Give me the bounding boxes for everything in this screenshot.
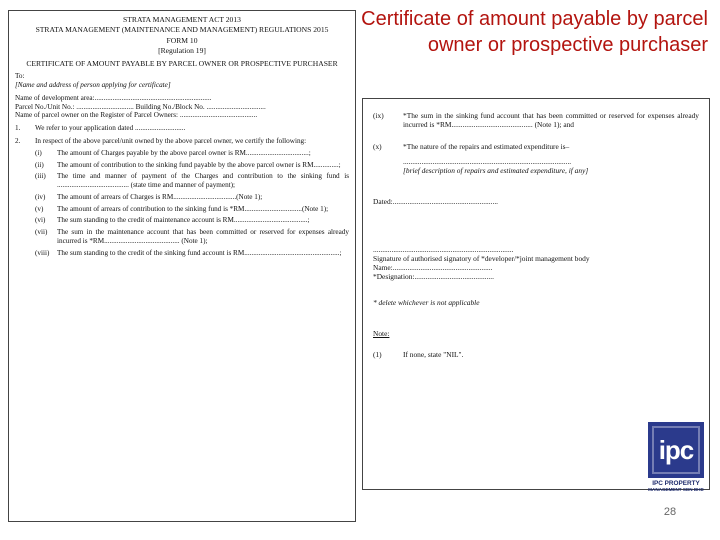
subitem <box>35 249 349 258</box>
note-heading: Note: <box>373 328 390 338</box>
subitem-number: (viii) <box>35 248 50 257</box>
act-title: STRATA MANAGEMENT ACT 2013 <box>123 15 241 24</box>
item-x-number: (x) <box>373 141 382 151</box>
subitem-text: The amount of contribution to the sinking fund payable by the above parcel owner is RM..............; <box>57 160 341 169</box>
signature-label: Signature of authorised signatory of *developer/*joint management body <box>373 253 590 263</box>
subitem <box>35 149 349 158</box>
subitem-text: The sum standing to the credit of maintenance account is RM.........................................; <box>57 216 310 225</box>
note-1-text: If none, state "NIL". <box>403 350 464 359</box>
slide-title: Certificate of amount payable by parcel owner or prospective purchaser <box>361 8 708 56</box>
page-number: 28 <box>663 506 677 518</box>
subitem-text: The sum in the maintenance account that has been committed or reserved for expenses already incurred is *RM.......................................... (Note 1); <box>57 228 349 245</box>
regulations-title: STRATA MANAGEMENT (MAINTENANCE AND MANAGEMENT) REGULATIONS 2015 <box>35 25 329 35</box>
subitem-number: (vii) <box>35 228 48 237</box>
repairs-dots: ........................................................................................... <box>403 156 572 166</box>
ipc-logo-mark: ipc <box>648 422 704 478</box>
parcel-number-field: Parcel No./Unit No.: ................................ Building No./Block No. ................................. <box>15 102 266 111</box>
subitem-text: The time and manner of payment of the Charges and contribution to the sinking fund is ........................................ (state time and manner of payment); <box>57 172 349 190</box>
item-1-number: 1. <box>15 124 21 133</box>
form-page-left <box>8 10 356 522</box>
subitem-number: (iii) <box>35 172 46 181</box>
certificate-title: CERTIFICATE OF AMOUNT PAYABLE BY PARCEL OWNER OR PROSPECTIVE PURCHASER <box>26 59 338 68</box>
ipc-logo <box>646 422 706 494</box>
to-detail: [Name and address of person applying for certificate] <box>15 81 171 90</box>
note-1-number: (1) <box>373 350 382 359</box>
dated-field: Dated:......................................................... <box>373 197 499 207</box>
owner-register-field: Name of parcel owner on the Register of Parcel Owners: ........................................... <box>15 111 258 120</box>
subitem <box>35 228 349 246</box>
subitem <box>35 205 349 214</box>
subitem-text: The amount of arrears of Charges is RM...................................(Note 1); <box>57 192 263 201</box>
signature-line: ............................................................................ <box>373 244 514 254</box>
item-ix <box>373 111 699 130</box>
subitem <box>35 161 349 170</box>
regulation-ref: [Regulation 19] <box>158 45 206 55</box>
item-2-number: 2. <box>15 136 21 145</box>
name-field: Name:...................................................... <box>373 263 493 272</box>
subitem-text: The amount of Charges payable by the above parcel owner is RM...................................; <box>57 148 311 157</box>
development-area-field: Name of development area:................................................................. <box>15 93 212 102</box>
item-ix-text: *The sum in the sinking fund account that has been committed or reserved for expenses already incurred is *RM............................................ (Note 1); and <box>403 111 699 130</box>
subitem-number: (vi) <box>35 216 46 225</box>
ipc-logo-name: IPC PROPERTY <box>652 480 700 487</box>
delete-note: * delete whichever is not applicable <box>373 297 480 307</box>
subitem <box>35 216 349 225</box>
form-number: FORM 10 <box>166 35 198 45</box>
designation-field: *Designation:........................................... <box>373 272 494 282</box>
item-x-text: *The nature of the repairs and estimated expenditure is– <box>403 141 570 151</box>
subitem-number: (v) <box>35 204 44 213</box>
item-2-text: In respect of the above parcel/unit owned by the above parcel owner, we certify the following: <box>35 136 307 145</box>
item-x <box>373 142 699 151</box>
repairs-detail: [brief description of repairs and estimated expenditure, if any] <box>403 166 589 175</box>
subitem <box>35 193 349 202</box>
to-label: To: <box>15 72 25 81</box>
item-ix-number: (ix) <box>373 111 384 120</box>
ipc-logo-subtitle: MANAGEMENT SDN BHD <box>648 487 704 492</box>
subitem-number: (i) <box>35 148 42 157</box>
subitem <box>35 172 349 190</box>
item-1 <box>15 124 349 133</box>
subitem-text: The sum standing to the credit of the sinking fund account is RM.....................................................; <box>57 248 342 257</box>
item-1-text: We refer to your application dated ............................ <box>35 124 186 133</box>
subitem-number: (iv) <box>35 192 46 201</box>
subitem-number: (ii) <box>35 160 44 169</box>
item-2 <box>15 137 349 146</box>
subitem-text: The amount of arrears of contribution to the sinking fund is *RM................................(Note 1); <box>57 204 329 213</box>
note-1 <box>373 350 699 359</box>
